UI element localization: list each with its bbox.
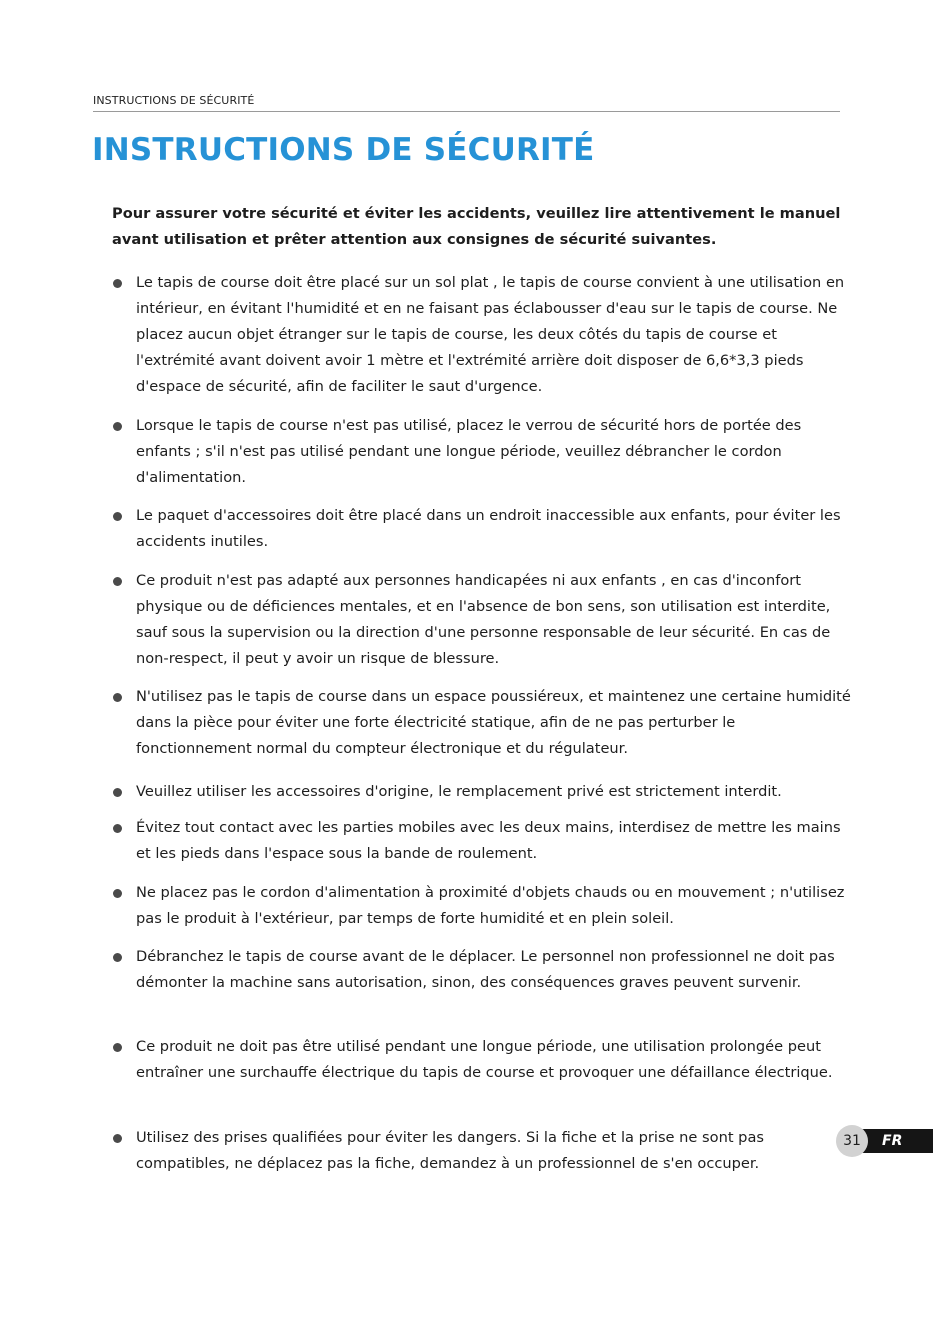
list-item-text: Veuillez utiliser les accessoires d'origine, le remplacement privé est strictement interdit.: [136, 783, 782, 800]
list-item-text: Le paquet d'accessoires doit être placé dans un endroit inaccessible aux enfants, pour éviter les accidents inutiles.: [136, 507, 841, 550]
list-item-text: Ne placez pas le cordon d'alimentation à proximité d'objets chauds ou en mouvement ; n'utilisez pas le produit à l'extérieur, par temps de forte humidité et en plein soleil.: [136, 884, 845, 927]
bullet-icon: [113, 693, 122, 702]
page-tab: [836, 1125, 933, 1157]
list-item-text: Utilisez des prises qualifiées pour éviter les dangers. Si la fiche et la prise ne sont pas compatibles, ne déplacez pas la fiche, demandez à un professionnel de s'en occuper.: [136, 1129, 764, 1172]
list-item-text: N'utilisez pas le tapis de course dans un espace poussiéreux, et maintenez une certaine humidité dans la pièce pour éviter une forte électricité statique, afin de ne pas perturber le fonctionnement normal du compteur électronique et du régulateur.: [136, 688, 851, 757]
list-item-text: Lorsque le tapis de course n'est pas utilisé, placez le verrou de sécurité hors de portée des enfants ; s'il n'est pas utilisé pendant une longue période, veuillez débrancher le cordon d'alimentation.: [136, 417, 802, 486]
list-item: [136, 270, 852, 400]
intro-paragraph: Pour assurer votre sécurité et éviter les accidents, veuillez lire attentivement le manuel avant utilisation et prêter attention aux consignes de sécurité suivantes.: [112, 205, 841, 248]
list-item-text: Le tapis de course doit être placé sur un sol plat , le tapis de course convient à une utilisation en intérieur, en évitant l'humidité et en ne faisant pas éclabousser d'eau sur le tapis de course. Ne placez aucun objet étranger sur le tapis de course, les deux côtés du tapis de course et l'extrémité avant doivent avoir 1 mètre et l'extrémité arrière doit disposer de 6,6*3,3 pieds d'espace de sécurité, afin de faciliter le saut d'urgence.: [136, 274, 845, 395]
language-code: FR: [882, 1133, 903, 1149]
bullet-icon: [113, 953, 122, 962]
list-item: [136, 568, 852, 672]
list-item: [136, 503, 852, 555]
list-item: [136, 880, 852, 932]
bullet-icon: [113, 889, 122, 898]
list-item: [136, 1125, 796, 1177]
list-item-text: Évitez tout contact avec les parties mobiles avec les deux mains, interdisez de mettre les mains et les pieds dans l'espace sous la bande de roulement.: [136, 819, 841, 862]
page-number: 31: [836, 1125, 868, 1157]
running-header: INSTRUCTIONS DE SÉCURITÉ: [93, 94, 255, 107]
list-item-text: Ce produit n'est pas adapté aux personnes handicapées ni aux enfants , en cas d'inconfort physique ou de déficiences mentales, et en l'absence de bon sens, son utilisation est interdite, sauf sous la supervision ou la direction d'une personne responsable de leur sécurité. En cas de non-respect, il peut y avoir un risque de blessure.: [136, 572, 831, 667]
bullet-icon: [113, 422, 122, 431]
list-item: [136, 1034, 852, 1086]
list-item-text: Débranchez le tapis de course avant de le déplacer. Le personnel non professionnel ne doit pas démonter la machine sans autorisation, sinon, des conséquences graves peuvent survenir.: [136, 948, 835, 991]
header-divider: [93, 111, 840, 112]
list-item: [136, 779, 852, 805]
page-title: INSTRUCTIONS DE SÉCURITÉ: [92, 132, 595, 168]
list-item: [136, 684, 852, 762]
bullet-icon: [113, 824, 122, 833]
bullet-icon: [113, 279, 122, 288]
list-item: [136, 815, 852, 867]
list-item: [136, 944, 852, 996]
bullet-icon: [113, 512, 122, 521]
list-item-text: Ce produit ne doit pas être utilisé pendant une longue période, une utilisation prolongée peut entraîner une surchauffe électrique du tapis de course et provoquer une défaillance électrique.: [136, 1038, 833, 1081]
bullet-icon: [113, 577, 122, 586]
bullet-icon: [113, 1134, 122, 1143]
bullet-icon: [113, 788, 122, 797]
list-item: [136, 413, 852, 491]
bullet-icon: [113, 1043, 122, 1052]
